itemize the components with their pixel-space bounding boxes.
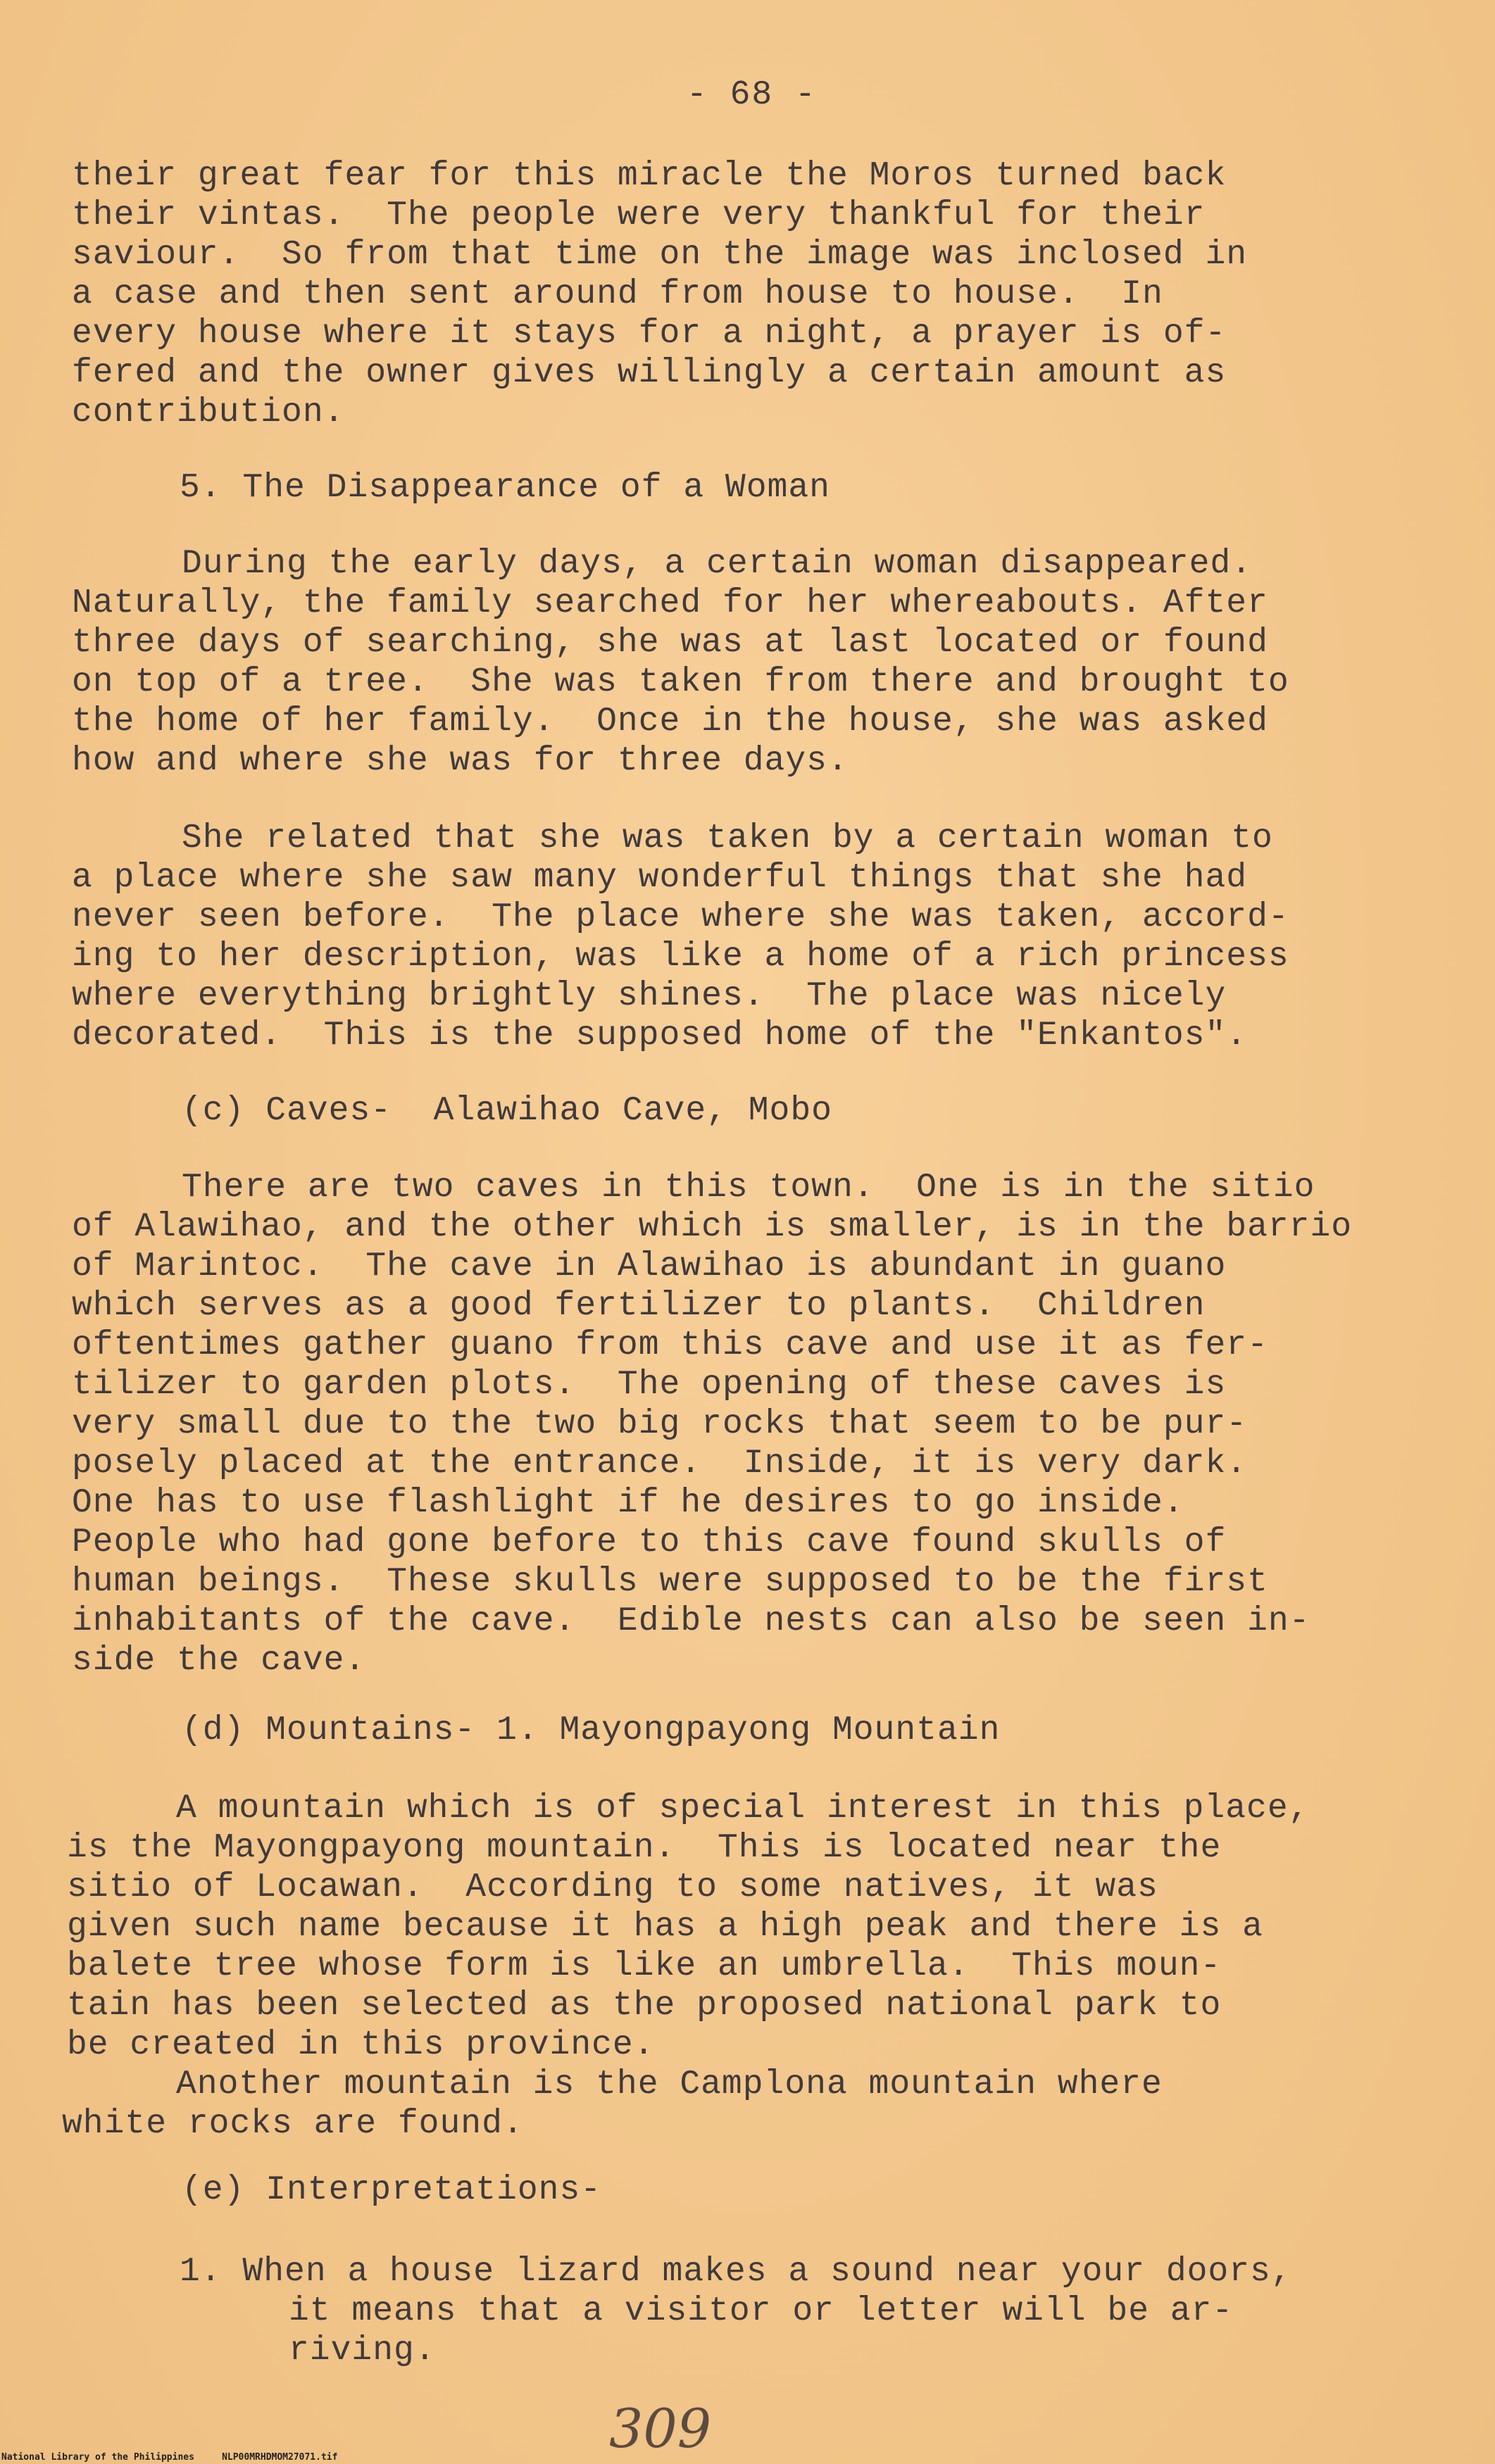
text-line: a place where she saw many wonderful things that she had (72, 859, 1248, 897)
text-line: Naturally, the family searched for her whereabouts. After (72, 584, 1268, 622)
text-line: tilizer to garden plots. The opening of these caves is (72, 1366, 1227, 1404)
text-line: She related that she was taken by a certain woman to (182, 819, 1273, 857)
text-line: contribution. (72, 394, 345, 432)
section-heading: (e) Interpretations- (182, 2171, 602, 2209)
text-line: tain has been selected as the proposed national park to (67, 1987, 1222, 2025)
text-line: A mountain which is of special interest in this place, (176, 1790, 1310, 1828)
text-line: ing to her description, was like a home of a rich princess (72, 938, 1289, 976)
text-line: saviour. So from that time on the image was inclosed in (72, 236, 1248, 274)
footer (1, 2452, 337, 2463)
text-line: decorated. This is the supposed home of the "Enkantos". (72, 1017, 1248, 1055)
text-line: People who had gone before to this cave found skulls of (72, 1523, 1227, 1561)
footer-library: National Library of the Philippines (1, 2452, 194, 2463)
text-line: their great fear for this miracle the Moros turned back (72, 157, 1227, 195)
text-line: During the early days, a certain woman disappeared. (182, 545, 1253, 583)
text-line: on top of a tree. She was taken from there and brought to (72, 663, 1289, 701)
text-line: balete tree whose form is like an umbrella. This moun- (67, 1947, 1222, 1985)
text-line: never seen before. The place where she was taken, accord- (72, 898, 1289, 936)
list-item-continuation: riving. (289, 2332, 436, 2370)
text-line: fered and the owner gives willingly a certain amount as (72, 354, 1227, 392)
section-heading: (d) Mountains- 1. Mayongpayong Mountain (182, 1711, 1001, 1749)
text-line: how and where she was for three days. (72, 742, 849, 780)
text-line: white rocks are found. (62, 2105, 524, 2143)
text-line: inhabitants of the cave. Edible nests can also be seen in- (72, 1602, 1311, 1640)
text-line: their vintas. The people were very thankful for their (72, 196, 1206, 234)
text-line: a case and then sent around from house to house. In (72, 275, 1163, 313)
text-line: One has to use flashlight if he desires to go inside. (72, 1484, 1184, 1522)
text-line: where everything brightly shines. The place was nicely (72, 977, 1227, 1015)
text-line: every house where it stays for a night, a prayer is of- (72, 315, 1227, 353)
text-line: sitio of Locawan. According to some natives, it was (67, 1868, 1158, 1906)
section-heading: (c) Caves- Alawihao Cave, Mobo (182, 1092, 832, 1130)
list-item: 1. When a house lizard makes a sound near your doors, (180, 2253, 1292, 2291)
text-line: of Alawihao, and the other which is smaller, is in the barrio (72, 1208, 1353, 1246)
text-line: There are two caves in this town. One is in the sitio (182, 1169, 1315, 1207)
text-line: oftentimes gather guano from this cave and use it as fer- (72, 1326, 1268, 1364)
text-line: is the Mayongpayong mountain. This is located near the (67, 1829, 1222, 1867)
text-line: side the cave. (72, 1642, 366, 1680)
text-line: which serves as a good fertilizer to plants. Children (72, 1287, 1206, 1325)
text-line: the home of her family. Once in the house, she was asked (72, 703, 1268, 741)
text-line: three days of searching, she was at last located or found (72, 624, 1268, 662)
text-line: be created in this province. (67, 2026, 655, 2064)
text-line: human beings. These skulls were supposed to be the first (72, 1563, 1268, 1601)
handwritten-page-number: 309 (609, 2397, 712, 2460)
text-line: given such name because it has a high peak and there is a (67, 1908, 1263, 1946)
text-line: very small due to the two big rocks that seem to be pur- (72, 1405, 1248, 1443)
section-heading: 5. The Disappearance of a Woman (180, 469, 830, 507)
footer-file-id: NLP00MRHDMOM27071.tif (222, 2452, 338, 2463)
page-number: - 68 - (687, 76, 817, 114)
list-item-continuation: it means that a visitor or letter will be ar- (289, 2292, 1234, 2330)
text-line: of Marintoc. The cave in Alawihao is abundant in guano (72, 1247, 1227, 1286)
text-line: Another mountain is the Camplona mountain where (176, 2066, 1163, 2104)
text-line: posely placed at the entrance. Inside, it is very dark. (72, 1445, 1248, 1483)
